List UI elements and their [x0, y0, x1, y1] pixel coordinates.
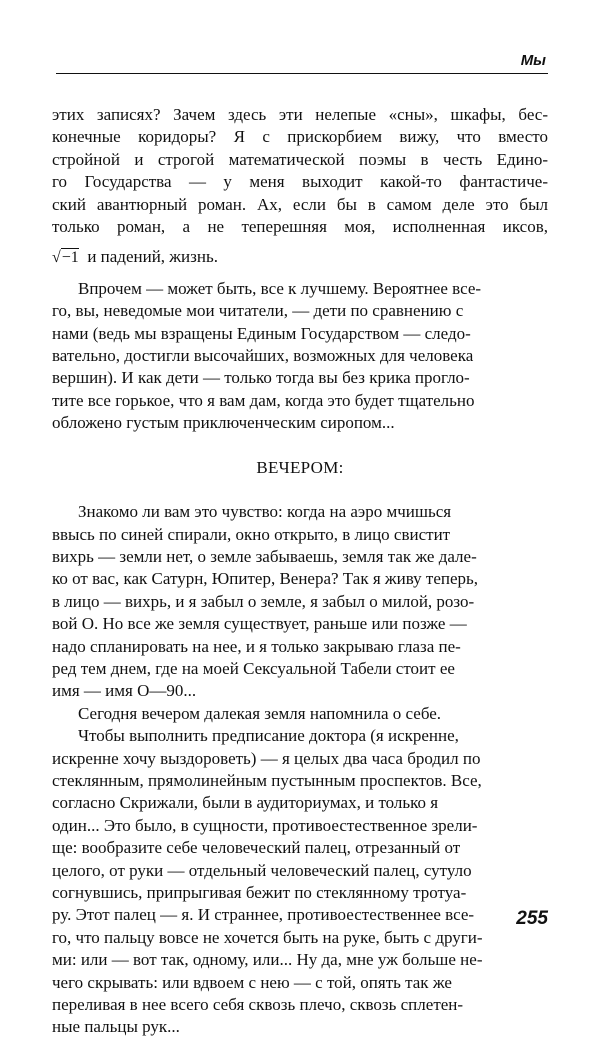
header-rule — [56, 73, 548, 74]
section-heading: ВЕЧЕРОМ: — [256, 457, 344, 477]
sqrt-symbol: √−1 — [52, 249, 79, 267]
paragraph-2: Впрочем — может быть, все к лучшему. Вероятнее все- го, вы, неведомые мои читатели, — дети по сравнению с нами (ведь мы взращены Единым Государством — следо- вательно, достигли высочайших, возможных для человека вершин). И как дети — только тогда вы без крика прогло- тите все горькое, что я вам дам, когда это будет тщательно обложено густым приключенческим сиропом... — [52, 278, 482, 433]
sqrt-line — [52, 246, 548, 269]
paragraph-5: Чтобы выполнить предписание доктора (я искренне, искренне хочу выздороветь) — я целых два часа бродил по стеклянным, прямолинейным пустынным проспектов. Все, согласно Скрижали, были в аудиториумах, и только я один... Это было, в сущности, противоестественное зрели- ще: вообразите себе человеческий палец, отрезанный от целого, от руки — отдельный человеческий палец, сутуло согнувшись, припрыгивая бежит по стеклянному тротуа- ру. Этот палец — я. И страннее, противоестественнее все- го, что пальцу вовсе не хочется быть на руке, быть с други- ми: или — вот так, одному, или... Ну да, мне уж больше не- чего скрывать: или вдвоем с нею — с той, опять так же переливая в нее всего себя сквозь плечо, сквозь сплетен- ные пальцы рук... — [52, 726, 483, 1037]
paragraph-4: Сегодня вечером далекая земля напомнила о себе. — [78, 703, 442, 723]
paragraph-3: Знакомо ли вам это чувство: когда на аэро мчишься ввысь по синей спирали, окно открыто, в лицо свистит вихрь — земли нет, о земле забываешь, земля так же дале- ко от вас, как Сатурн, Юпитер, Венера? Так я живу теперь, в лицо — вихрь, и я забыл о земле, я забыл о милой, розо- вой О. Но все же земля существует, раньше или позже — надо спланировать на нее, и я только закрываю глаза пе- ред тем днем, где на моей Сексуальной Табели стоит ее имя — имя О—90... — [52, 502, 479, 701]
sqrt-radicand: −1 — [61, 249, 79, 267]
page-number: 255 — [516, 908, 548, 929]
paragraph-1-tail: и падений, жизнь. — [87, 247, 218, 267]
running-header-title: Мы — [520, 52, 546, 69]
page-content — [52, 104, 548, 1039]
paragraph-1: этих записях? Зачем здесь эти нелепые «сны», шкафы, бес- конечные коридоры? Я с прискорбием вижу, что вместо стройной и строгой математической поэмы в честь Едино- го Государства — у меня выходит какой-то фантастиче- ский авантюрный роман. Ах, если бы в самом деле это был только роман, а не теперешняя моя, исполненная иксов, — [52, 105, 548, 237]
